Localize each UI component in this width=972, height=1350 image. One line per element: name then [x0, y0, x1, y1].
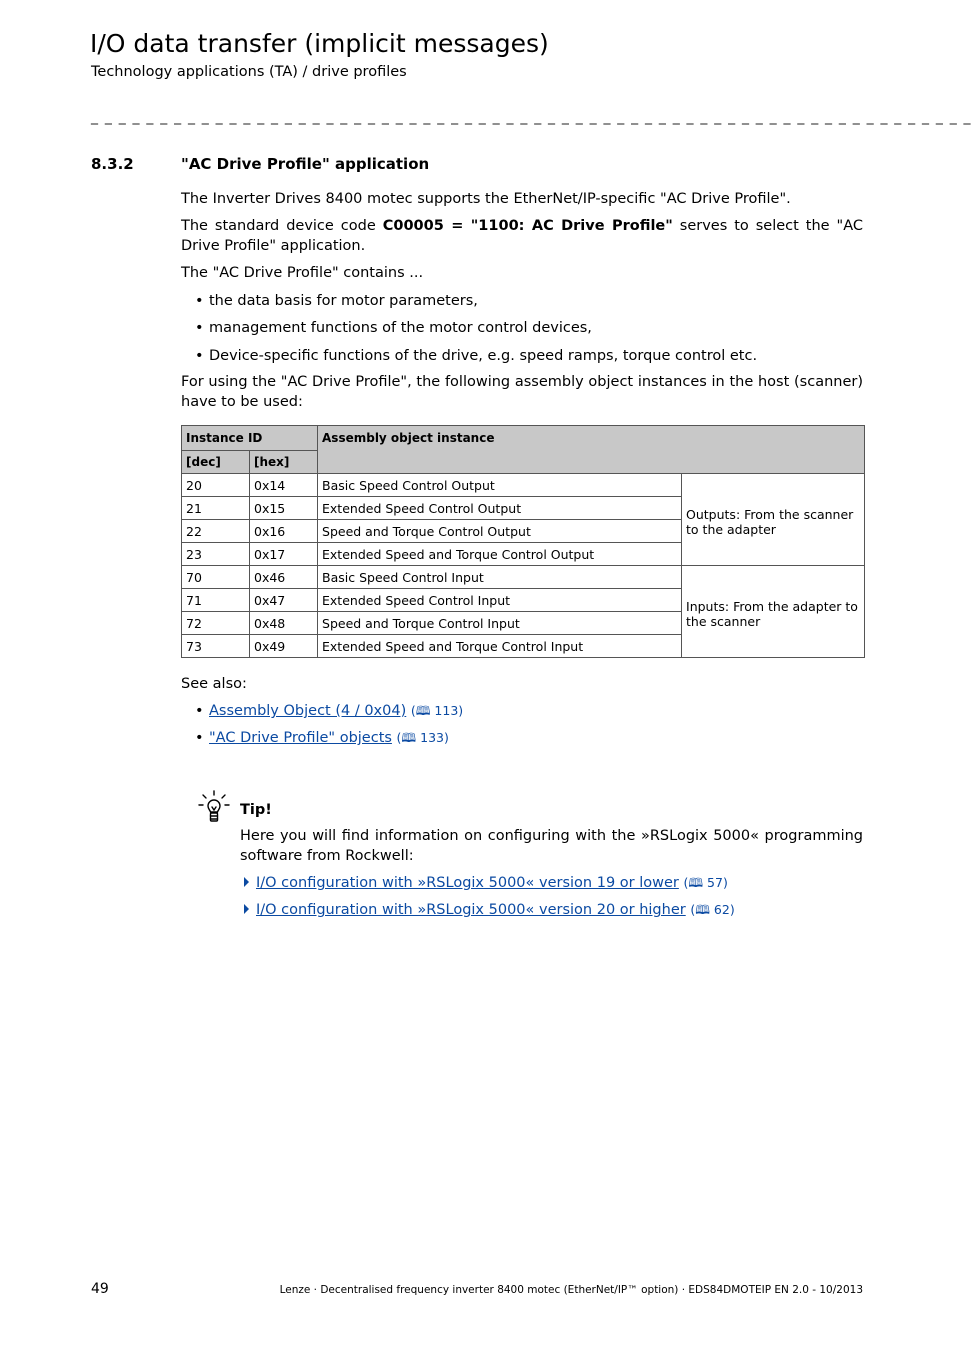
cell-name: Extended Speed and Torque Control Input — [318, 635, 682, 658]
cell-dec: 73 — [182, 635, 250, 658]
page-ref[interactable]: (🕮 113) — [410, 703, 464, 718]
page-ref[interactable]: (🕮 62) — [690, 902, 735, 917]
header-divider: _ _ _ _ _ _ _ _ _ _ _ _ _ _ _ _ _ _ _ _ _ _ _ _ _ _ _ _ _ _ _ _ _ _ _ _ _ _ _ _ _ _ _ _ _ _ _ _ _ _ _ _ _ _ _ _ _ _ _ _ _ _ _ _ — [91, 109, 972, 125]
bullet-dot: • — [195, 348, 204, 364]
cell-dec: 71 — [182, 589, 250, 612]
device-code-paragraph — [181, 217, 863, 256]
table-row — [182, 566, 865, 589]
page-ref[interactable]: (🕮 133) — [396, 730, 449, 745]
page-subtitle: Technology applications (TA) / drive profiles — [91, 64, 407, 80]
arrow-right-icon — [244, 904, 249, 914]
cell-dec: 22 — [182, 520, 250, 543]
cell-hex: 0x48 — [250, 612, 318, 635]
header-hex: [hex] — [250, 451, 318, 474]
bullet-dot: • — [195, 293, 204, 309]
tip-link-item — [244, 873, 728, 893]
cell-hex: 0x15 — [250, 497, 318, 520]
assembly-object-link[interactable]: Assembly Object (4 / 0x04) — [209, 703, 407, 719]
header-instance-id: Instance ID — [182, 426, 318, 451]
header-assembly-instance: Assembly object instance — [318, 426, 865, 474]
cell-hex: 0x49 — [250, 635, 318, 658]
cell-dec: 20 — [182, 474, 250, 497]
lightbulb-icon — [197, 789, 233, 829]
device-code-text-pre: The standard device code — [181, 218, 383, 234]
header-dec: [dec] — [182, 451, 250, 474]
device-code-value: C00005 = "1100: AC Drive Profile" — [382, 218, 673, 234]
cell-hex: 0x17 — [250, 543, 318, 566]
cell-name: Speed and Torque Control Output — [318, 520, 682, 543]
cell-dec: 23 — [182, 543, 250, 566]
cell-dec: 72 — [182, 612, 250, 635]
see-also-item — [195, 728, 449, 748]
cell-hex: 0x47 — [250, 589, 318, 612]
device-code-text-post: serves to select the "AC Drive Profile" application. — [181, 218, 863, 254]
see-also-label: See also: — [181, 676, 247, 692]
tip-text: Here you will find information on configuring with the »RSLogix 5000« programming software from Rockwell: — [240, 828, 863, 864]
page-title: I/O data transfer (implicit messages) — [90, 29, 549, 58]
list-item — [195, 291, 478, 311]
arrow-right-icon — [244, 877, 249, 887]
cell-hex: 0x14 — [250, 474, 318, 497]
cell-dec: 70 — [182, 566, 250, 589]
contains-paragraph: The "AC Drive Profile" contains ... — [181, 265, 424, 281]
intro-paragraph: The Inverter Drives 8400 motec supports the EtherNet/IP-specific "AC Drive Profile". — [181, 191, 791, 207]
list-item-text: management functions of the motor control devices, — [209, 320, 592, 336]
footer-text: Lenze · Decentralised frequency inverter 8400 motec (EtherNet/IP™ option) · EDS84DMOTEIP EN 2.0 - 10/2013 — [279, 1284, 863, 1296]
assembly-intro-paragraph: For using the "AC Drive Profile", the following assembly object instances in the host (scanner) have to be used: — [181, 374, 863, 410]
cell-name: Speed and Torque Control Input — [318, 612, 682, 635]
tip-link-item — [244, 900, 735, 920]
cell-name: Extended Speed Control Output — [318, 497, 682, 520]
cell-dec: 21 — [182, 497, 250, 520]
page-ref[interactable]: (🕮 57) — [683, 875, 728, 890]
list-item — [195, 318, 592, 338]
assembly-table — [181, 425, 865, 658]
cell-name: Extended Speed and Torque Control Output — [318, 543, 682, 566]
bullet-dot: • — [195, 730, 204, 746]
outputs-note: Outputs: From the scanner to the adapter — [682, 474, 865, 566]
list-item-text: Device-specific functions of the drive, e.g. speed ramps, torque control etc. — [209, 348, 758, 364]
ac-drive-profile-objects-link[interactable]: "AC Drive Profile" objects — [209, 730, 392, 746]
cell-hex: 0x16 — [250, 520, 318, 543]
section-title: "AC Drive Profile" application — [181, 155, 430, 173]
inputs-note: Inputs: From the adapter to the scanner — [682, 566, 865, 658]
bullet-dot: • — [195, 320, 204, 336]
page-number: 49 — [91, 1281, 109, 1297]
cell-name: Extended Speed Control Input — [318, 589, 682, 612]
section-number: 8.3.2 — [91, 155, 134, 173]
list-item-text: the data basis for motor parameters, — [209, 293, 478, 309]
list-item — [195, 346, 757, 366]
bullet-dot: • — [195, 703, 204, 719]
rslogix-v20-link[interactable]: I/O configuration with »RSLogix 5000« version 20 or higher — [256, 902, 686, 918]
rslogix-v19-link[interactable]: I/O configuration with »RSLogix 5000« version 19 or lower — [256, 875, 679, 891]
table-row — [182, 474, 865, 497]
tip-label: Tip! — [240, 802, 272, 818]
cell-name: Basic Speed Control Input — [318, 566, 682, 589]
cell-hex: 0x46 — [250, 566, 318, 589]
see-also-item — [195, 701, 463, 721]
cell-name: Basic Speed Control Output — [318, 474, 682, 497]
